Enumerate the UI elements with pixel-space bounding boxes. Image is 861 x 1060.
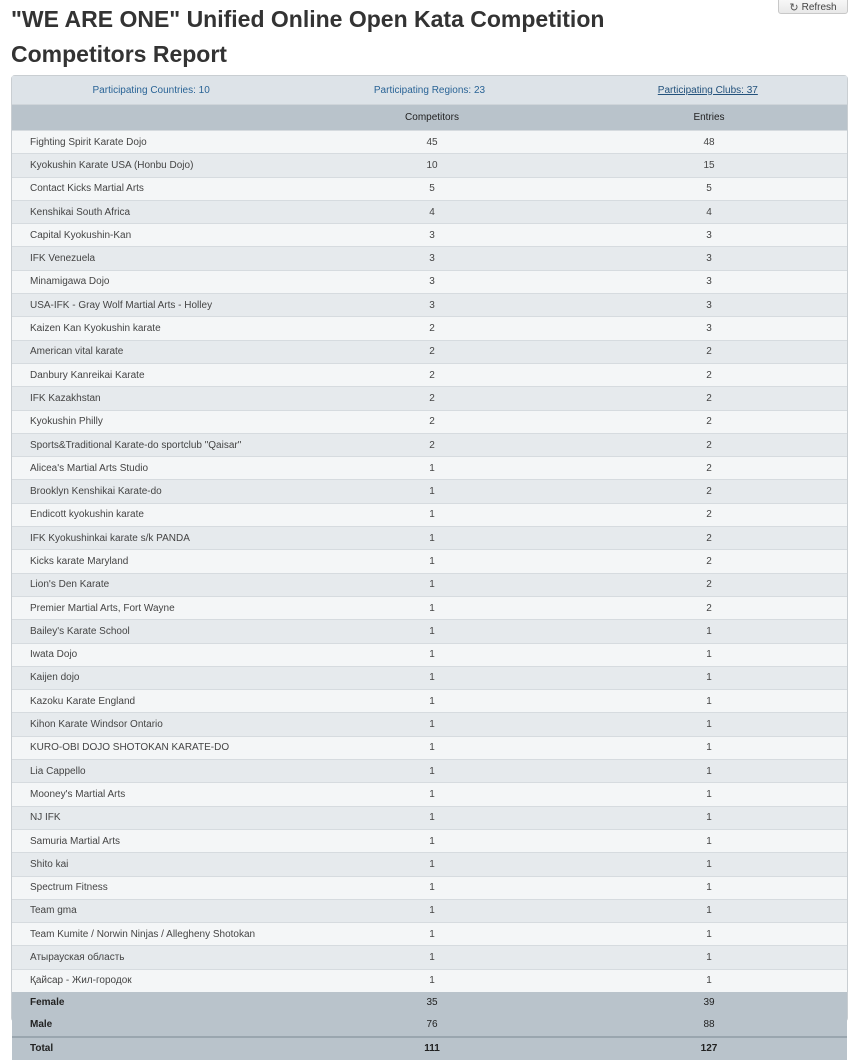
entries-count: 1	[571, 876, 847, 899]
table-row	[12, 969, 847, 992]
page-title-line2: Competitors Report	[11, 41, 227, 67]
footer-row-male	[12, 1014, 847, 1037]
footer-entries: 88	[571, 1014, 847, 1037]
club-name: Kaizen Kan Kyokushin karate	[12, 317, 293, 340]
refresh-button-label: Refresh	[801, 1, 837, 13]
table-row	[12, 410, 847, 433]
participating-countries: Participating Countries: 10	[92, 84, 210, 96]
club-name: Endicott kyokushin karate	[12, 503, 293, 526]
club-name: Iwata Dojo	[12, 643, 293, 666]
club-name: Kaijen dojo	[12, 666, 293, 689]
participating-regions: Participating Regions: 23	[373, 84, 486, 96]
refresh-button[interactable]	[778, 0, 848, 14]
club-name: Minamigawa Dojo	[12, 270, 293, 293]
entries-count: 2	[571, 596, 847, 619]
club-name: Spectrum Fitness	[12, 876, 293, 899]
table-row	[12, 713, 847, 736]
table-row	[12, 177, 847, 200]
total-competitors: 111	[293, 1037, 571, 1060]
club-name: KURO-OBI DOJO SHOTOKAN KARATE-DO	[12, 736, 293, 759]
table-row	[12, 573, 847, 596]
competitors-count: 1	[293, 806, 571, 829]
competitors-count: 1	[293, 969, 571, 992]
entries-count: 5	[571, 177, 847, 200]
club-name: Lion's Den Karate	[12, 573, 293, 596]
table-row	[12, 527, 847, 550]
club-name: Lia Cappello	[12, 760, 293, 783]
entries-count: 1	[571, 666, 847, 689]
competitors-count: 1	[293, 690, 571, 713]
table-row	[12, 340, 847, 363]
table-row	[12, 899, 847, 922]
competitors-count: 1	[293, 480, 571, 503]
table-row	[12, 433, 847, 456]
club-name: Kyokushin Karate USA (Honbu Dojo)	[12, 154, 293, 177]
entries-count: 1	[571, 899, 847, 922]
competitors-count: 45	[293, 131, 571, 154]
entries-count: 2	[571, 387, 847, 410]
table-row	[12, 876, 847, 899]
club-name: NJ IFK	[12, 806, 293, 829]
competitors-count: 1	[293, 643, 571, 666]
entries-count: 2	[571, 527, 847, 550]
entries-count: 3	[571, 247, 847, 270]
entries-count: 2	[571, 363, 847, 386]
entries-count: 2	[571, 340, 847, 363]
club-name: Shito kai	[12, 853, 293, 876]
competitors-count: 3	[293, 224, 571, 247]
table-row	[12, 480, 847, 503]
club-name: Danbury Kanreikai Karate	[12, 363, 293, 386]
refresh-icon: ↻	[789, 1, 799, 14]
footer-label: Male	[12, 1014, 293, 1037]
table-row	[12, 620, 847, 643]
entries-count: 48	[571, 131, 847, 154]
competitors-count: 1	[293, 923, 571, 946]
footer-row-total	[12, 1037, 847, 1060]
entries-count: 2	[571, 433, 847, 456]
competitors-count: 1	[293, 550, 571, 573]
club-name: Mooney's Martial Arts	[12, 783, 293, 806]
entries-count: 2	[571, 503, 847, 526]
club-name: Атырауская область	[12, 946, 293, 969]
competitors-count: 3	[293, 270, 571, 293]
footer-competitors: 76	[293, 1014, 571, 1037]
club-name: Sports&Traditional Karate-do sportclub "Qaisar"	[12, 433, 293, 456]
table-row	[12, 294, 847, 317]
entries-count: 3	[571, 317, 847, 340]
page-title-line1: "WE ARE ONE" Unified Online Open Kata Competition	[11, 6, 605, 32]
total-label: Total	[12, 1037, 293, 1060]
entries-count: 1	[571, 783, 847, 806]
competitors-count: 1	[293, 713, 571, 736]
footer-competitors: 35	[293, 992, 571, 1014]
competitors-count: 1	[293, 457, 571, 480]
table-row	[12, 853, 847, 876]
competitors-count: 3	[293, 247, 571, 270]
club-name: Contact Kicks Martial Arts	[12, 177, 293, 200]
competitors-count: 2	[293, 317, 571, 340]
column-header-entries: Entries	[571, 105, 847, 131]
entries-count: 1	[571, 946, 847, 969]
table-row	[12, 666, 847, 689]
club-name: Kazoku Karate England	[12, 690, 293, 713]
table-row	[12, 387, 847, 410]
entries-count: 1	[571, 643, 847, 666]
column-header-name	[12, 105, 293, 131]
entries-count: 4	[571, 200, 847, 223]
competitors-count: 2	[293, 433, 571, 456]
competitors-count: 1	[293, 853, 571, 876]
table-row	[12, 200, 847, 223]
club-name: Team gma	[12, 899, 293, 922]
table-row	[12, 270, 847, 293]
club-name: Capital Kyokushin-Kan	[12, 224, 293, 247]
entries-count: 3	[571, 294, 847, 317]
competitors-count: 1	[293, 620, 571, 643]
table-row	[12, 224, 847, 247]
entries-count: 1	[571, 760, 847, 783]
table-row	[12, 783, 847, 806]
entries-count: 1	[571, 806, 847, 829]
competitors-count: 1	[293, 876, 571, 899]
entries-count: 1	[571, 736, 847, 759]
table-row	[12, 550, 847, 573]
club-name: Kyokushin Philly	[12, 410, 293, 433]
competitors-count: 2	[293, 387, 571, 410]
club-name: Team Kumite / Norwin Ninjas / Allegheny Shotokan	[12, 923, 293, 946]
competitors-count: 10	[293, 154, 571, 177]
club-name: IFK Kazakhstan	[12, 387, 293, 410]
table-row	[12, 596, 847, 619]
club-name: Kicks karate Maryland	[12, 550, 293, 573]
table-row	[12, 690, 847, 713]
summary-bar	[12, 76, 847, 105]
competitors-count: 1	[293, 527, 571, 550]
entries-count: 2	[571, 480, 847, 503]
club-name: Premier Martial Arts, Fort Wayne	[12, 596, 293, 619]
competitors-count: 1	[293, 573, 571, 596]
table-row	[12, 643, 847, 666]
entries-count: 2	[571, 410, 847, 433]
table-row	[12, 923, 847, 946]
competitors-count: 2	[293, 410, 571, 433]
footer-entries: 39	[571, 992, 847, 1014]
competitors-table	[12, 105, 847, 1060]
column-header-competitors: Competitors	[293, 105, 571, 131]
table-row	[12, 806, 847, 829]
competitors-count: 1	[293, 760, 571, 783]
table-row	[12, 457, 847, 480]
competitors-count: 1	[293, 829, 571, 852]
competitors-count: 1	[293, 596, 571, 619]
entries-count: 1	[571, 829, 847, 852]
entries-count: 1	[571, 620, 847, 643]
competitors-count: 1	[293, 783, 571, 806]
club-name: Bailey's Karate School	[12, 620, 293, 643]
competitors-count: 1	[293, 666, 571, 689]
footer-row-female	[12, 992, 847, 1014]
table-row	[12, 317, 847, 340]
club-name: Brooklyn Kenshikai Karate-do	[12, 480, 293, 503]
competitors-count: 1	[293, 503, 571, 526]
table-row	[12, 131, 847, 154]
competitors-count: 2	[293, 363, 571, 386]
table-row	[12, 154, 847, 177]
table-header-row	[12, 105, 847, 131]
club-name: Samuria Martial Arts	[12, 829, 293, 852]
competitors-count: 4	[293, 200, 571, 223]
entries-count: 2	[571, 573, 847, 596]
table-row	[12, 247, 847, 270]
club-name: Kenshikai South Africa	[12, 200, 293, 223]
club-name: Қайсар - Жил-городок	[12, 969, 293, 992]
club-name: Fighting Spirit Karate Dojo	[12, 131, 293, 154]
table-row	[12, 363, 847, 386]
total-entries: 127	[571, 1037, 847, 1060]
club-name: IFK Kyokushinkai karate s/k PANDA	[12, 527, 293, 550]
table-row	[12, 503, 847, 526]
competitors-count: 2	[293, 340, 571, 363]
table-row	[12, 760, 847, 783]
entries-count: 2	[571, 550, 847, 573]
table-row	[12, 946, 847, 969]
table-row	[12, 736, 847, 759]
entries-count: 2	[571, 457, 847, 480]
entries-count: 15	[571, 154, 847, 177]
entries-count: 3	[571, 224, 847, 247]
table-row	[12, 829, 847, 852]
entries-count: 3	[571, 270, 847, 293]
club-name: Alicea's Martial Arts Studio	[12, 457, 293, 480]
footer-label: Female	[12, 992, 293, 1014]
competitors-count: 3	[293, 294, 571, 317]
club-name: American vital karate	[12, 340, 293, 363]
club-name: IFK Venezuela	[12, 247, 293, 270]
competitors-count: 1	[293, 946, 571, 969]
entries-count: 1	[571, 690, 847, 713]
club-name: Kihon Karate Windsor Ontario	[12, 713, 293, 736]
report-panel	[11, 75, 848, 1055]
page-title	[11, 2, 771, 72]
participating-clubs-link[interactable]: Participating Clubs: 37	[657, 84, 758, 96]
entries-count: 1	[571, 713, 847, 736]
competitors-count: 1	[293, 736, 571, 759]
club-name: USA-IFK - Gray Wolf Martial Arts - Holley	[12, 294, 293, 317]
entries-count: 1	[571, 969, 847, 992]
entries-count: 1	[571, 923, 847, 946]
competitors-count: 5	[293, 177, 571, 200]
entries-count: 1	[571, 853, 847, 876]
competitors-count: 1	[293, 899, 571, 922]
